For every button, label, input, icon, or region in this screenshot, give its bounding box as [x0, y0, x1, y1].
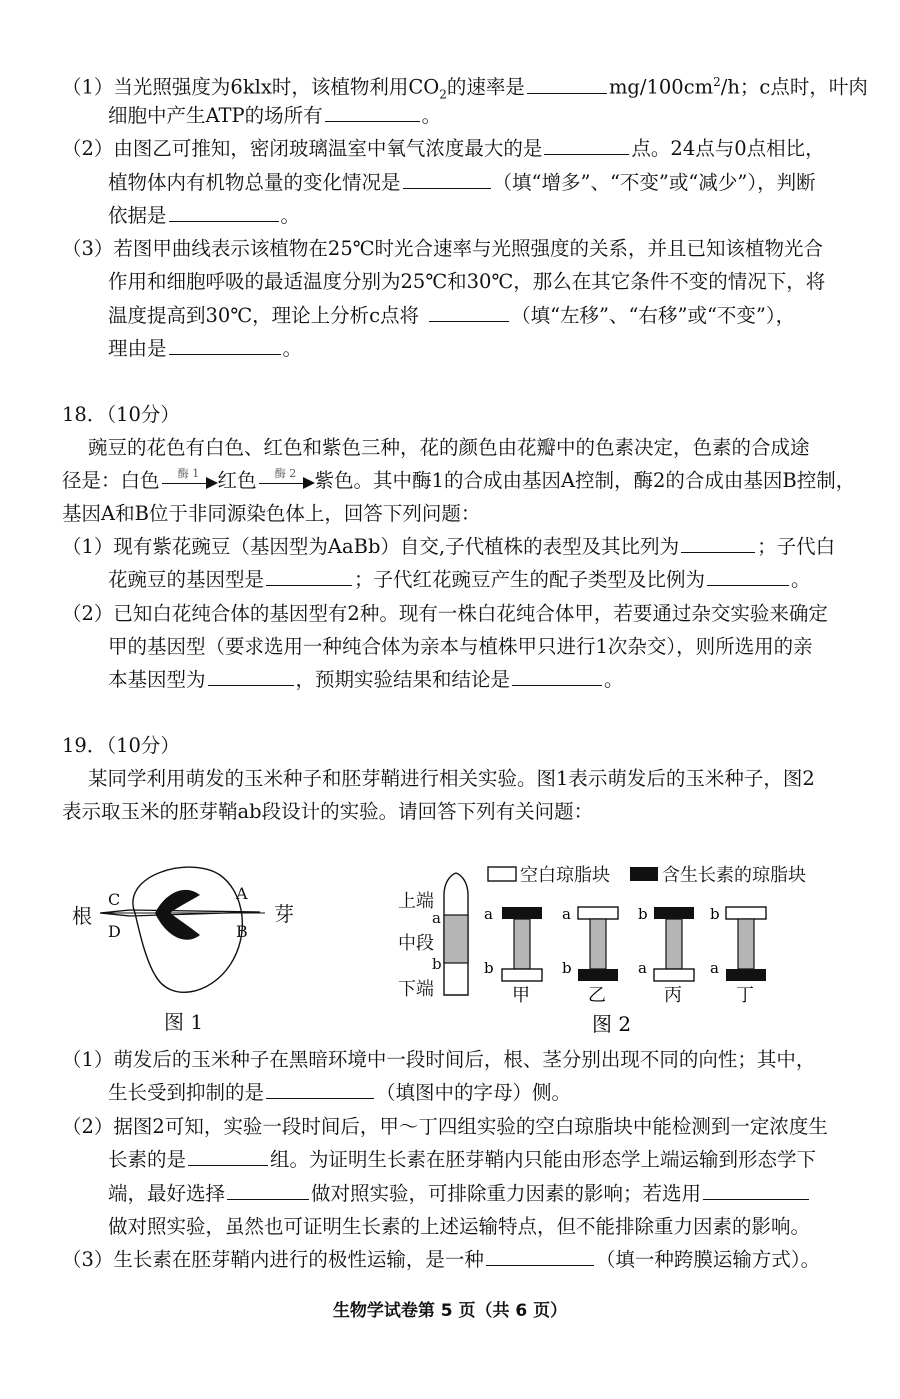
enzyme2-arrow: 酶 2: [257, 472, 315, 492]
q18-part2-line3: 本基因型为 ，预期实验结果和结论是 。: [108, 668, 624, 691]
svg-text:b: b: [710, 905, 720, 923]
svg-text:a: a: [562, 905, 571, 923]
q19-heading: 19．（10分）: [62, 734, 180, 757]
group-yi: [562, 905, 618, 1006]
legend-blank-label: 空白琼脂块: [520, 865, 610, 886]
upper-end-label: 上端: [398, 891, 434, 912]
fig2-caption: 图 2: [592, 1012, 632, 1036]
answer-blank[interactable]: [169, 203, 279, 222]
q19-part2-line4: 做对照实验，虽然也可证明生长素的上述运输特点，但不能排除重力因素的影响。: [108, 1215, 811, 1238]
fig1-caption: 图 1: [164, 1010, 204, 1034]
group-jia-label: 甲: [512, 985, 530, 1006]
answer-blank[interactable]: [486, 1247, 594, 1266]
q18-part1-line1: （1）现有紫花豌豆（基因型为AaBb）自交,子代植株的表型及其比列为 ；子代白: [62, 535, 836, 558]
answer-blank[interactable]: [169, 336, 281, 355]
answer-blank[interactable]: [681, 534, 755, 553]
q19-part1-line2: 生长受到抑制的是 （填图中的字母）侧。: [108, 1081, 572, 1104]
svg-text:b: b: [484, 959, 494, 977]
q18-heading: 18．（10分）: [62, 403, 180, 426]
coleoptile-b-label: b: [432, 955, 442, 973]
answer-blank[interactable]: [403, 170, 491, 189]
page-footer: 生物学试卷第 5 页（共 6 页）: [332, 1301, 568, 1321]
q18-intro-line3: 基因A和B位于非同源染色体上，回答下列问题：: [62, 502, 481, 525]
q17-part2-line2: 植物体内有机物总量的变化情况是 （填“增多”、“不变”或“减少”），判断: [108, 171, 816, 194]
fig1-label-D: D: [108, 922, 121, 941]
legend-auxin-label: 含生长素的琼脂块: [662, 865, 806, 886]
fig1-label-C: C: [108, 890, 121, 909]
answer-blank[interactable]: [429, 303, 509, 322]
answer-blank[interactable]: [227, 1181, 309, 1200]
answer-blank[interactable]: [188, 1147, 268, 1166]
fig1-root-label: 根: [72, 904, 92, 928]
answer-blank[interactable]: [208, 667, 294, 686]
legend-blank-swatch: [488, 867, 516, 881]
fig1-bud-label: 芽: [274, 902, 294, 926]
legend-auxin-swatch: [630, 867, 658, 881]
q19-intro-line1: 某同学利用萌发的玉米种子和胚芽鞘进行相关实验。图1表示萌发后的玉米种子，图2: [88, 767, 815, 790]
q19-part2-line1: （2）据图2可知，实验一段时间后，甲～丁四组实验的空白琼脂块中能检测到一定浓度生: [62, 1115, 828, 1138]
fig1-label-B: B: [236, 922, 248, 941]
q19-part2-line2: 长素的是 组。为证明生长素在胚芽鞘内只能由形态学上端运输到形态学下: [108, 1148, 817, 1171]
q17-part1-line2: 细胞中产生ATP的场所有 。: [108, 104, 442, 127]
lower-end-label: 下端: [398, 979, 434, 1000]
answer-blank[interactable]: [527, 75, 607, 94]
q17-part2-line1: （2）由图乙可推知，密闭玻璃温室中氧气浓度最大的是 点。24点与0点相比，: [62, 137, 825, 160]
group-ding: [710, 905, 766, 1006]
q17-part3-line3: 温度提高到30℃，理论上分析c点将 （填“左移”、“右移”或“不变”），: [108, 304, 796, 327]
q19-part2-line3: 端，最好选择 做对照实验，可排除重力因素的影响；若选用: [108, 1180, 811, 1208]
q18-intro-line1: 豌豆的花色有白色、红色和紫色三种，花的颜色由花瓣中的色素决定，色素的合成途: [88, 436, 810, 459]
group-jia: [484, 905, 542, 1006]
answer-blank[interactable]: [325, 103, 420, 122]
figure2-coleoptile-experiment: [392, 855, 832, 1045]
q17-part3-line4: 理由是 。: [108, 337, 303, 360]
group-yi-label: 乙: [588, 985, 606, 1006]
fig1-label-A: A: [236, 884, 248, 903]
q17-part3-line1: （3）若图甲曲线表示该植物在25℃时光合速率与光照强度的关系，并且已知该植物光合: [62, 237, 824, 260]
q18-part2-line2: 甲的基因型（要求选用一种纯合体为亲本与植株甲只进行1次杂交），则所选用的亲: [108, 635, 813, 658]
q18-part2-line1: （2）已知白花纯合体的基因型有2种。现有一株白花纯合体甲，若要通过杂交实验来确定: [62, 602, 828, 625]
svg-text:a: a: [484, 905, 493, 923]
q17-part2-line3: 依据是 。: [108, 204, 301, 227]
answer-blank[interactable]: [512, 667, 602, 686]
group-ding-label: 丁: [736, 985, 754, 1006]
group-bing-label: 丙: [664, 985, 682, 1006]
answer-blank[interactable]: [707, 567, 789, 586]
q18-intro-line2: 径是：白色 酶 1 红色 酶 2 紫色。其中酶1的合成由基因A控制，酶2的合成由基因B控制，: [62, 466, 856, 492]
q19-intro-line2: 表示取玉米的胚芽鞘ab段设计的实验。请回答下列有关问题：: [62, 800, 594, 823]
group-bing: [638, 905, 694, 1006]
svg-text:b: b: [638, 905, 648, 923]
coleoptile-a-label: a: [432, 909, 441, 927]
svg-text:a: a: [710, 959, 719, 977]
q19-part1-line1: （1）萌发后的玉米种子在黑暗环境中一段时间后，根、茎分别出现不同的向性；其中，: [62, 1048, 816, 1071]
answer-blank[interactable]: [266, 567, 352, 586]
q17-part1-line1: （1）当光照强度为6klx时，该植物利用$CO_2$的速率是 $mg/100cm^2/h$；c点时，叶肉: [62, 75, 868, 102]
svg-text:b: b: [562, 959, 572, 977]
svg-text:a: a: [638, 959, 647, 977]
q17-part3-line2: 作用和细胞呼吸的最适温度分别为25℃和30℃，那么在其它条件不变的情况下，将: [108, 270, 826, 293]
middle-segment-label: 中段: [398, 933, 434, 954]
answer-blank[interactable]: [266, 1080, 374, 1099]
q18-part1-line2: 花豌豆的基因型是 ；子代红花豌豆产生的配子类型及比例为 。: [108, 568, 811, 591]
enzyme1-arrow: 酶 1: [160, 472, 218, 492]
answer-blank[interactable]: [544, 136, 629, 155]
figure1-corn-seed: [60, 855, 320, 1035]
answer-blank[interactable]: [703, 1181, 809, 1200]
q19-part3-line1: （3）生长素在胚芽鞘内进行的极性运输，是一种 （填一种跨膜运输方式）。: [62, 1248, 821, 1271]
